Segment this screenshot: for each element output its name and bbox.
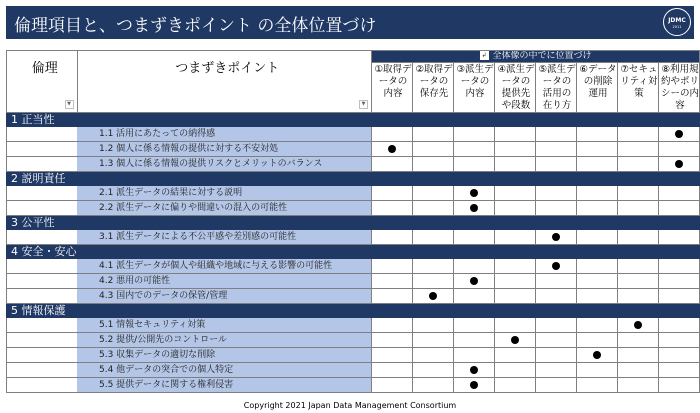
check-dot	[470, 381, 478, 389]
stumble-point-label: 5.4 他データの突合での個人特定	[77, 363, 372, 378]
matrix-cell	[494, 318, 535, 333]
matrix-cell	[413, 157, 454, 172]
matrix-cell	[617, 348, 658, 363]
header-overall	[372, 51, 700, 63]
check-dot	[634, 321, 642, 329]
stumble-point-label: 1.2 個人に係る情報の提供に対する不安対処	[77, 142, 372, 157]
matrix-cell	[535, 157, 576, 172]
matrix-cell	[454, 127, 495, 142]
section-cell	[535, 172, 576, 186]
matrix-cell	[372, 318, 413, 333]
matrix-cell	[617, 127, 658, 142]
ethics-cell	[7, 333, 78, 348]
matrix-cell	[658, 289, 699, 304]
table-row	[7, 333, 700, 348]
matrix-cell	[658, 348, 699, 363]
matrix-cell	[658, 127, 699, 142]
section-cell	[77, 172, 372, 186]
stumble-point-label: 4.2 悪用の可能性	[77, 274, 372, 289]
matrix-cell	[576, 333, 617, 348]
matrix-cell	[658, 318, 699, 333]
matrix-cell	[617, 378, 658, 393]
section-cell	[617, 245, 658, 259]
filter-dropdown-icon[interactable]: ▼	[359, 100, 368, 109]
check-dot	[511, 336, 519, 344]
column-header: ④派生データの提供先や段数	[494, 63, 535, 113]
matrix-cell	[494, 201, 535, 216]
matrix-cell	[658, 333, 699, 348]
section-cell	[413, 216, 454, 230]
matrix-cell	[576, 201, 617, 216]
matrix-cell	[617, 230, 658, 245]
matrix-cell	[413, 363, 454, 378]
matrix-cell	[372, 378, 413, 393]
table-row	[7, 378, 700, 393]
matrix-cell	[413, 318, 454, 333]
section-cell	[617, 304, 658, 318]
matrix-cell	[413, 333, 454, 348]
matrix-cell	[617, 318, 658, 333]
matrix-cell	[658, 186, 699, 201]
matrix-cell	[372, 274, 413, 289]
section-cell	[658, 113, 699, 127]
matrix-cell	[372, 186, 413, 201]
matrix-cell	[576, 157, 617, 172]
matrix-cell	[413, 186, 454, 201]
section-cell	[413, 304, 454, 318]
matrix-cell	[372, 142, 413, 157]
section-cell	[454, 304, 495, 318]
stumble-point-label: 5.2 提供/公開先のコントロール	[77, 333, 372, 348]
column-header: ①取得データの内容	[372, 63, 413, 113]
matrix-cell	[576, 186, 617, 201]
stumble-point-label: 2.1 派生データの結果に対する説明	[77, 186, 372, 201]
stumble-point-label: 5.5 提供データに関する権利侵害	[77, 378, 372, 393]
table-row	[7, 348, 700, 363]
matrix-cell	[576, 378, 617, 393]
ethics-cell	[7, 363, 78, 378]
jdmc-logo	[663, 8, 691, 36]
section-cell	[617, 113, 658, 127]
matrix-cell	[576, 274, 617, 289]
section-cell	[372, 172, 413, 186]
matrix-cell	[576, 348, 617, 363]
section-cell	[658, 245, 699, 259]
table-row	[7, 142, 700, 157]
matrix-cell	[535, 348, 576, 363]
matrix-cell	[372, 230, 413, 245]
column-header: ②取得データの保存先	[413, 63, 454, 113]
matrix-cell	[454, 318, 495, 333]
matrix-cell	[454, 289, 495, 304]
section-row	[7, 113, 700, 127]
ethics-cell	[7, 230, 78, 245]
stumble-point-label: 2.2 派生データに偏りや間違いの混入の可能性	[77, 201, 372, 216]
section-cell	[494, 304, 535, 318]
section-cell	[413, 245, 454, 259]
matrix-cell	[658, 157, 699, 172]
stumble-point-label: 4.3 国内でのデータの保管/管理	[77, 289, 372, 304]
header-ethics-label: 倫理	[31, 61, 58, 76]
table-row	[7, 289, 700, 304]
matrix-cell	[372, 127, 413, 142]
matrix-cell	[413, 230, 454, 245]
matrix-cell	[535, 378, 576, 393]
section-cell	[576, 172, 617, 186]
ethics-cell	[7, 274, 78, 289]
header-overall-label: 全体像の中でに位置づけ	[492, 51, 592, 61]
matrix-cell	[372, 157, 413, 172]
section-cell	[454, 172, 495, 186]
section-cell	[77, 304, 372, 318]
matrix-cell	[454, 259, 495, 274]
section-row	[7, 216, 700, 230]
matrix-cell	[576, 289, 617, 304]
section-cell	[576, 245, 617, 259]
matrix-cell	[658, 378, 699, 393]
check-dot	[552, 233, 560, 241]
matrix-cell	[535, 201, 576, 216]
filter-icon[interactable]: ↲	[481, 52, 487, 59]
matrix-cell	[494, 230, 535, 245]
table-row	[7, 157, 700, 172]
matrix-cell	[576, 127, 617, 142]
section-cell	[372, 216, 413, 230]
matrix-cell	[494, 363, 535, 378]
section-cell	[535, 304, 576, 318]
matrix-cell	[372, 363, 413, 378]
matrix-cell	[535, 186, 576, 201]
section-cell	[617, 216, 658, 230]
matrix-cell	[535, 259, 576, 274]
section-label: 5 情報保護	[7, 304, 78, 318]
section-cell	[535, 113, 576, 127]
matrix-cell	[372, 333, 413, 348]
header-stumble-label: つまずきポイント	[175, 61, 280, 76]
section-cell	[454, 113, 495, 127]
matrix-cell	[494, 186, 535, 201]
matrix-cell	[494, 289, 535, 304]
matrix-cell	[372, 289, 413, 304]
matrix-cell	[494, 259, 535, 274]
ethics-cell	[7, 186, 78, 201]
matrix-cell	[413, 142, 454, 157]
matrix-cell	[494, 333, 535, 348]
stumble-point-label: 1.1 活用にあたっての納得感	[77, 127, 372, 142]
matrix-cell	[454, 157, 495, 172]
column-header: ⑥データの削除運用	[576, 63, 617, 113]
matrix-cell	[413, 127, 454, 142]
section-cell	[494, 172, 535, 186]
matrix-cell	[454, 142, 495, 157]
section-cell	[372, 113, 413, 127]
section-cell	[77, 216, 372, 230]
matrix-cell	[454, 201, 495, 216]
matrix-cell	[658, 274, 699, 289]
mapping-table	[6, 50, 700, 393]
check-dot	[470, 189, 478, 197]
stumble-point-label: 5.1 情報セキュリティ対策	[77, 318, 372, 333]
table-row	[7, 230, 700, 245]
section-cell	[372, 245, 413, 259]
table-row	[7, 127, 700, 142]
check-dot	[429, 292, 437, 300]
matrix-cell	[494, 274, 535, 289]
matrix-cell	[617, 157, 658, 172]
matrix-cell	[617, 333, 658, 348]
section-cell	[535, 245, 576, 259]
matrix-cell	[454, 378, 495, 393]
stumble-point-label: 5.3 収集データの適切な削除	[77, 348, 372, 363]
section-cell	[77, 113, 372, 127]
check-dot	[388, 145, 396, 153]
ethics-cell	[7, 201, 78, 216]
title-bar	[6, 6, 694, 39]
section-cell	[454, 245, 495, 259]
section-cell	[535, 216, 576, 230]
ethics-cell	[7, 348, 78, 363]
column-header: ⑤派生データの活用の在り方	[535, 63, 576, 113]
ethics-cell	[7, 259, 78, 274]
matrix-cell	[494, 348, 535, 363]
matrix-cell	[535, 127, 576, 142]
table-row	[7, 363, 700, 378]
matrix-cell	[535, 363, 576, 378]
ethics-cell	[7, 127, 78, 142]
matrix-cell	[617, 186, 658, 201]
column-header: ③派生データの内容	[454, 63, 495, 113]
matrix-cell	[494, 142, 535, 157]
matrix-cell	[617, 259, 658, 274]
section-cell	[576, 113, 617, 127]
matrix-cell	[658, 142, 699, 157]
matrix-cell	[576, 318, 617, 333]
matrix-cell	[535, 230, 576, 245]
stumble-point-label: 4.1 派生データが個人や組織や地域に与える影響の可能性	[77, 259, 372, 274]
section-cell	[576, 304, 617, 318]
section-label: 1 正当性	[7, 113, 78, 127]
matrix-cell	[617, 142, 658, 157]
check-dot	[470, 204, 478, 212]
section-cell	[494, 216, 535, 230]
matrix-cell	[535, 289, 576, 304]
matrix-cell	[658, 230, 699, 245]
matrix-cell	[576, 363, 617, 378]
table-row	[7, 259, 700, 274]
check-dot	[593, 351, 601, 359]
ethics-cell	[7, 378, 78, 393]
section-cell	[454, 216, 495, 230]
matrix-cell	[494, 127, 535, 142]
check-dot	[675, 130, 683, 138]
matrix-cell	[535, 318, 576, 333]
matrix-cell	[372, 348, 413, 363]
table-row	[7, 186, 700, 201]
section-cell	[658, 172, 699, 186]
table-row	[7, 274, 700, 289]
matrix-cell	[413, 259, 454, 274]
ethics-cell	[7, 157, 78, 172]
logo-text: JDMC	[668, 17, 686, 24]
section-cell	[494, 245, 535, 259]
matrix-cell	[454, 363, 495, 378]
matrix-cell	[617, 201, 658, 216]
matrix-cell	[454, 274, 495, 289]
stumble-point-label: 3.1 派生データによる不公平感や差別感の可能性	[77, 230, 372, 245]
matrix-cell	[576, 259, 617, 274]
matrix-cell	[413, 289, 454, 304]
section-cell	[658, 304, 699, 318]
column-header: ⑧利用規約やポリシーの内容	[658, 63, 699, 113]
matrix-cell	[454, 186, 495, 201]
section-row	[7, 304, 700, 318]
column-header: ⑦セキュリティ対策	[617, 63, 658, 113]
matrix-cell	[454, 333, 495, 348]
matrix-cell	[658, 259, 699, 274]
matrix-cell	[658, 363, 699, 378]
header-stumble	[77, 51, 372, 113]
section-cell	[372, 304, 413, 318]
matrix-cell	[576, 230, 617, 245]
page-title: 倫理項目と、つまずきポイント の全体位置づけ	[14, 16, 377, 36]
header-ethics	[7, 51, 78, 113]
ethics-cell	[7, 142, 78, 157]
section-cell	[77, 245, 372, 259]
section-cell	[658, 216, 699, 230]
section-cell	[617, 172, 658, 186]
matrix-cell	[576, 142, 617, 157]
matrix-cell	[658, 201, 699, 216]
copyright: Copyright 2021 Japan Data Management Consortium	[243, 401, 457, 410]
section-label: 4 安全・安心	[7, 245, 78, 259]
matrix-cell	[413, 378, 454, 393]
check-dot	[675, 160, 683, 168]
matrix-cell	[535, 333, 576, 348]
matrix-cell	[617, 363, 658, 378]
matrix-cell	[454, 230, 495, 245]
matrix-cell	[372, 259, 413, 274]
matrix-cell	[617, 274, 658, 289]
matrix-cell	[617, 289, 658, 304]
section-cell	[413, 113, 454, 127]
ethics-cell	[7, 289, 78, 304]
section-row	[7, 172, 700, 186]
matrix-cell	[413, 274, 454, 289]
ethics-cell	[7, 318, 78, 333]
matrix-cell	[454, 348, 495, 363]
matrix-cell	[535, 142, 576, 157]
matrix-cell	[494, 157, 535, 172]
check-dot	[552, 262, 560, 270]
table-row	[7, 318, 700, 333]
section-cell	[413, 172, 454, 186]
logo-year: 2011	[672, 25, 682, 29]
stumble-point-label: 1.3 個人に係る情報の提供リスクとメリットのバランス	[77, 157, 372, 172]
matrix-cell	[494, 378, 535, 393]
section-cell	[494, 113, 535, 127]
filter-dropdown-icon[interactable]: ▼	[65, 100, 74, 109]
section-label: 3 公平性	[7, 216, 78, 230]
matrix-cell	[372, 201, 413, 216]
matrix-cell	[413, 201, 454, 216]
section-cell	[576, 216, 617, 230]
section-label: 2 説明責任	[7, 172, 78, 186]
section-row	[7, 245, 700, 259]
table-row	[7, 201, 700, 216]
matrix-cell	[413, 348, 454, 363]
check-dot	[470, 277, 478, 285]
check-dot	[470, 366, 478, 374]
matrix-cell	[535, 274, 576, 289]
